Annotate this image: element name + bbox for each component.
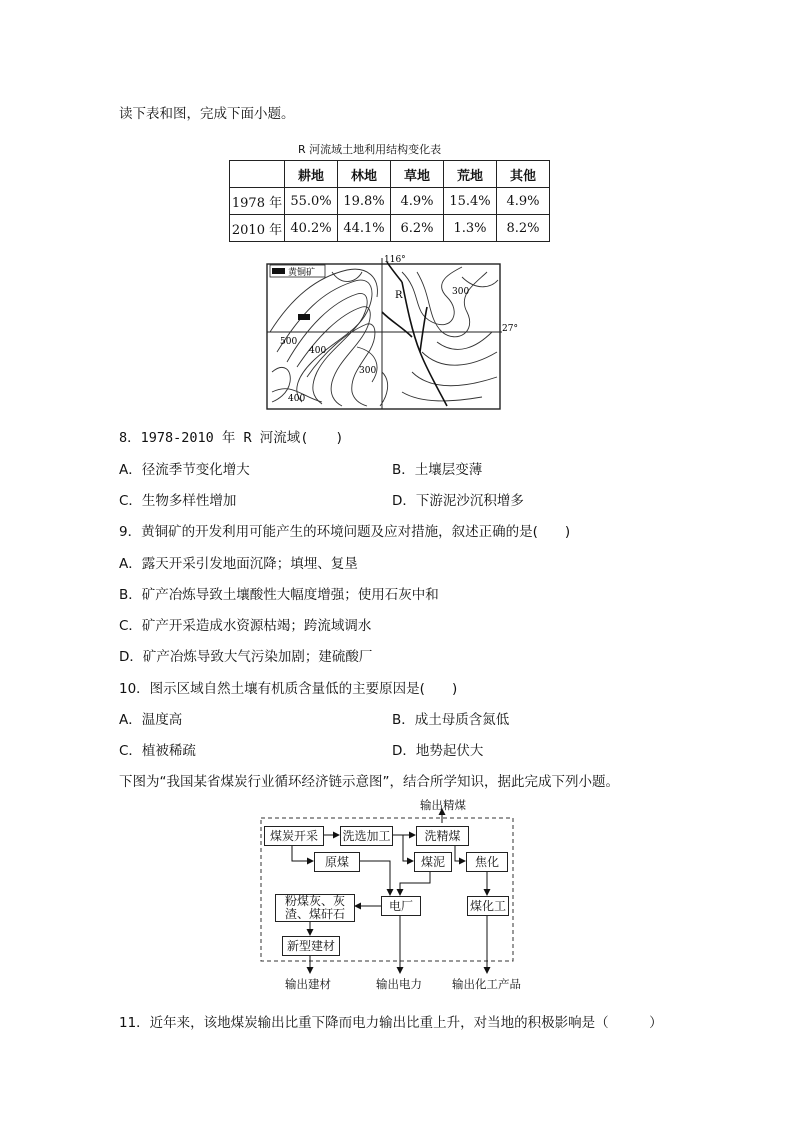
flow-node-washing: 洗选加工 [340, 826, 393, 846]
contour-label: 400 [309, 346, 327, 356]
flow-node-materials: 新型建材 [282, 936, 340, 956]
table-cell: 2010 年 [230, 215, 285, 242]
contour-label: 500 [280, 337, 298, 347]
table-cell: 1.3% [444, 215, 497, 242]
table-cell: 1978 年 [230, 188, 285, 215]
table-header-row [230, 161, 550, 188]
flow-node-ash: 粉煤灰、灰渣、煤矸石 [275, 894, 355, 922]
contour-map [262, 252, 522, 412]
flow-output-materials: 输出建材 [285, 977, 331, 991]
flow-node-mining: 煤炭开采 [264, 826, 324, 846]
option-d: D．矿产冶炼导致大气污染加剧；建硫酸厂 [119, 649, 373, 665]
option-c: C．矿产开采造成水资源枯竭；跨流域调水 [119, 618, 372, 634]
question-stem: 9．黄铜矿的开发利用可能产生的环境问题及应对措施，叙述正确的是( ) [119, 524, 571, 540]
table-header-cell: 其他 [497, 161, 550, 188]
longitude-label: 116° [384, 255, 406, 265]
latitude-label: 27° [502, 324, 518, 334]
option-b: B．矿产冶炼导致土壤酸性大幅度增强；使用石灰中和 [119, 587, 439, 603]
option-a: A．温度高 [119, 712, 183, 728]
flow-node-slime: 煤泥 [414, 852, 452, 872]
table-row [230, 215, 550, 242]
intro-text: 下图为“我国某省煤炭行业循环经济链示意图”，结合所学知识，据此完成下列小题。 [119, 774, 619, 790]
option-a: A．露天开采引发地面沉降；填埋、复垦 [119, 556, 358, 572]
flow-output-chem: 输出化工产品 [452, 977, 521, 991]
contour-label: 300 [359, 366, 377, 376]
table-cell: 4.9% [497, 188, 550, 215]
table-cell: 44.1% [338, 215, 391, 242]
table-header-cell: 林地 [338, 161, 391, 188]
copper-mine-icon [298, 314, 310, 320]
legend-label: 黄铜矿 [288, 268, 316, 278]
contour-label: 300 [452, 287, 470, 297]
table-header-cell: 耕地 [285, 161, 338, 188]
table-cell: 8.2% [497, 215, 550, 242]
flow-output-power: 输出电力 [376, 977, 422, 991]
question-stem: 8．1978-2010 年 R 河流域( ) [119, 430, 344, 446]
flow-node-power: 电厂 [381, 896, 421, 916]
question-stem: 11．近年来，该地煤炭输出比重下降而电力输出比重上升，对当地的积极影响是（ ） [119, 1015, 663, 1031]
table-cell: 40.2% [285, 215, 338, 242]
table-header-cell: 草地 [391, 161, 444, 188]
option-d: D．地势起伏大 [392, 743, 484, 759]
table-cell: 19.8% [338, 188, 391, 215]
intro-text: 读下表和图，完成下面小题。 [119, 106, 295, 122]
table-cell: 4.9% [391, 188, 444, 215]
table-cell: 15.4% [444, 188, 497, 215]
option-c: C．生物多样性增加 [119, 493, 237, 509]
option-b: B．成土母质含氮低 [392, 712, 510, 728]
option-a: A．径流季节变化增大 [119, 462, 250, 478]
table-header-cell [230, 161, 285, 188]
option-d: D．下游泥沙沉积增多 [392, 493, 524, 509]
flow-node-clean-coal: 洗精煤 [416, 826, 469, 846]
flow-node-raw-coal: 原煤 [314, 852, 360, 872]
legend-mine-symbol [272, 268, 285, 274]
table-title: R 河流域土地利用结构变化表 [298, 143, 442, 156]
flow-top-output: 输出精煤 [420, 798, 466, 812]
table-cell: 55.0% [285, 188, 338, 215]
land-use-table [229, 160, 550, 242]
contour-label: 400 [288, 394, 306, 404]
river-label: R [395, 290, 403, 301]
flow-node-chem: 煤化工 [467, 896, 509, 916]
table-cell: 6.2% [391, 215, 444, 242]
option-c: C．植被稀疏 [119, 743, 196, 759]
flow-node-coke: 焦化 [466, 852, 508, 872]
option-b: B．土壤层变薄 [392, 462, 483, 478]
table-row [230, 188, 550, 215]
table-header-cell: 荒地 [444, 161, 497, 188]
question-stem: 10．图示区域自然土壤有机质含量低的主要原因是( ) [119, 681, 458, 697]
